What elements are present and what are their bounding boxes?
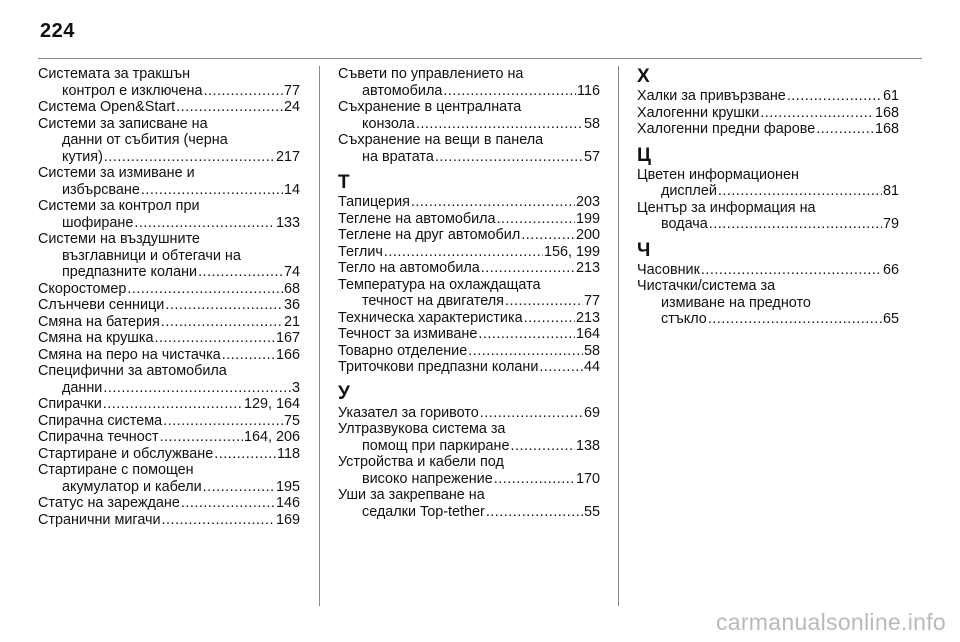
index-entry-line [338, 227, 600, 244]
index-entry [338, 211, 600, 228]
index-entry-line [38, 446, 300, 463]
index-term: Стартиране с помощен [38, 462, 194, 478]
page-reference: 21 [283, 313, 300, 330]
index-entry-line [38, 231, 300, 248]
index-term: Скоростомер [38, 280, 127, 297]
index-entry-line [38, 215, 300, 232]
dot-leader [494, 471, 575, 488]
index-entry-line [338, 487, 600, 504]
index-entry-line [338, 116, 600, 133]
index-entry-line [338, 66, 600, 83]
index-entry-line [637, 167, 899, 184]
index-entry-line [38, 132, 300, 149]
page-reference: 133 [275, 214, 300, 231]
dot-leader [443, 83, 576, 100]
index-entry [637, 121, 899, 138]
index-term: данни от събития (черна [62, 132, 228, 148]
header-rule [38, 58, 922, 59]
index-entry [338, 99, 600, 132]
dot-leader [760, 105, 874, 122]
index-entry-line [637, 262, 899, 279]
dot-leader [505, 293, 583, 310]
page-reference: 170 [575, 470, 600, 487]
index-term: Спирачна система [38, 412, 163, 429]
index-term: дисплей [661, 183, 717, 199]
dot-leader [163, 413, 283, 430]
index-entry [38, 165, 300, 198]
index-entry-line [38, 462, 300, 479]
index-entry [38, 495, 300, 512]
index-entry-line [338, 438, 600, 455]
index-entry-line [637, 216, 899, 233]
index-term: Тегло на автомобила [338, 260, 480, 276]
dot-leader [103, 380, 291, 397]
index-entry-line [338, 471, 600, 488]
dot-leader [127, 281, 283, 298]
page-reference: 168 [874, 104, 899, 121]
index-entry [38, 281, 300, 298]
index-entry [38, 99, 300, 116]
index-entry-line [637, 121, 899, 138]
page-reference: 65 [882, 311, 899, 327]
dot-leader [510, 438, 575, 455]
index-term: Товарно отделение [338, 342, 468, 359]
index-term: данни [62, 379, 103, 396]
page-reference: 77 [583, 293, 600, 309]
dot-leader [718, 183, 882, 200]
dot-leader [701, 262, 882, 279]
column-divider [319, 66, 320, 606]
index-entry-line [338, 244, 600, 261]
dot-leader [384, 244, 543, 261]
index-entry [38, 429, 300, 446]
index-entry [338, 487, 600, 520]
index-entry-line [338, 421, 600, 438]
index-term: конзола [362, 115, 415, 132]
index-term: водача [661, 216, 708, 232]
index-entry-line [38, 165, 300, 182]
index-term: Спирачки [38, 396, 102, 412]
index-entry-line [38, 198, 300, 215]
index-term: Теглене на друг автомобил [338, 227, 521, 243]
index-entry [38, 347, 300, 364]
index-entry [38, 66, 300, 99]
page-reference: 81 [882, 183, 899, 199]
page-reference: 116 [577, 82, 600, 99]
index-term: Смяна на крушка [38, 330, 154, 346]
index-term: Странични мигачи [38, 511, 161, 528]
index-entry-line [338, 343, 600, 360]
index-entry [338, 326, 600, 343]
page-reference: 217 [275, 148, 300, 165]
page-reference: 74 [283, 264, 300, 280]
index-term: Техническа характеристика [338, 309, 523, 326]
index-term: Система Open&Start [38, 99, 176, 115]
index-column-2 [338, 66, 600, 520]
dot-leader [181, 495, 275, 512]
dot-leader [486, 504, 583, 521]
index-term: Специфични за автомобила [38, 363, 227, 379]
index-entry-line [338, 326, 600, 343]
index-term: Указател за горивото [338, 404, 479, 421]
index-term: високо напрежение [362, 470, 493, 487]
index-entry-line [637, 278, 899, 295]
index-term: Системи за контрол при [38, 198, 200, 214]
index-entry-line [637, 200, 899, 217]
index-term: Системи на въздушните [38, 231, 200, 247]
dot-leader [468, 343, 583, 360]
index-entry [38, 297, 300, 314]
page-reference: 199 [575, 210, 600, 227]
dot-leader [104, 149, 275, 166]
index-entry [338, 132, 600, 165]
dot-leader [141, 182, 283, 199]
index-entry [38, 363, 300, 396]
index-entry [637, 200, 899, 233]
index-term: Съхранение на вещи в панела [338, 132, 544, 148]
page-reference: 156, 199 [543, 243, 600, 260]
page-reference: 203 [575, 194, 600, 210]
dot-leader [198, 264, 283, 281]
index-entry-line [338, 211, 600, 228]
index-entry [38, 446, 300, 463]
index-entry-line [38, 347, 300, 364]
page-reference: 69 [583, 404, 600, 421]
page-reference: 168 [874, 121, 899, 137]
page-number: 224 [40, 20, 75, 42]
index-term: Слънчеви сенници [38, 297, 165, 313]
index-entry-line [38, 248, 300, 265]
index-term: Чистачки/система за [637, 278, 776, 294]
index-term: Център за информация на [637, 199, 816, 216]
page-reference: 58 [583, 115, 600, 132]
dot-leader [709, 216, 882, 233]
dot-leader [161, 314, 283, 331]
index-entry [38, 413, 300, 430]
dot-leader [176, 99, 283, 116]
index-term: Системи за записване на [38, 115, 208, 132]
index-entry-line [338, 310, 600, 327]
index-entry [637, 262, 899, 279]
index-entry-line [38, 297, 300, 314]
section-letter: Ч [637, 239, 651, 261]
index-entry-line [637, 105, 899, 122]
page-reference: 61 [882, 88, 899, 104]
page-reference: 36 [283, 297, 300, 313]
dot-leader [204, 83, 283, 100]
index-entry [338, 244, 600, 261]
index-term: шофиране [62, 214, 134, 231]
page-reference: 3 [291, 379, 300, 396]
index-entry [38, 314, 300, 331]
index-term: Спирачна течност [38, 429, 159, 445]
watermark: carmanualsonline.info [715, 609, 946, 635]
page-reference: 164 [575, 326, 600, 342]
index-entry-line [338, 99, 600, 116]
page-reference: 24 [283, 99, 300, 115]
index-term: Смяна на батерия [38, 313, 160, 330]
page-reference: 167 [275, 330, 300, 346]
index-entry-line [38, 413, 300, 430]
index-entry-line [38, 363, 300, 380]
index-entry-line [38, 149, 300, 166]
index-entry-line [38, 182, 300, 199]
index-entry [338, 359, 600, 376]
section-letter: Х [637, 66, 650, 87]
index-term: Ултразвукова система за [338, 421, 506, 437]
page-reference: 195 [275, 478, 300, 495]
section-letter: Т [338, 172, 350, 193]
index-entry-line [338, 454, 600, 471]
index-column-1 [38, 66, 300, 528]
index-term: акумулатор и кабели [62, 478, 202, 495]
dot-leader [160, 429, 243, 446]
dot-leader [411, 194, 575, 211]
page-reference: 213 [575, 309, 600, 326]
index-term: контрол е изключена [62, 82, 203, 99]
page-reference: 14 [283, 181, 300, 198]
index-entry-line [637, 295, 899, 312]
index-term: Стартиране и обслужване [38, 445, 214, 462]
index-term: Съхранение в централната [338, 99, 522, 115]
index-entry [637, 167, 899, 200]
page-reference: 129, 164 [243, 396, 300, 412]
dot-leader [787, 88, 882, 105]
index-entry [338, 260, 600, 277]
index-term: предпазните колани [62, 264, 198, 280]
index-entry-line [38, 479, 300, 496]
index-term: течност на двигателя [362, 293, 504, 309]
index-entry [38, 330, 300, 347]
index-entry [338, 343, 600, 360]
index-term: избърсване [62, 181, 140, 198]
index-entry-line [637, 311, 899, 328]
index-entry [338, 194, 600, 211]
index-entry [338, 277, 600, 310]
index-entry-line [338, 359, 600, 376]
index-entry [38, 231, 300, 281]
index-term: Температура на охлаждащата [338, 276, 541, 293]
index-term: Халогенни крушки [637, 104, 760, 121]
index-term: Халогенни предни фарове [637, 121, 816, 137]
index-term: Уши за закрепване на [338, 487, 485, 503]
index-term: възглавници и обтегачи на [62, 247, 241, 264]
dot-leader [480, 405, 583, 422]
page-reference: 66 [882, 261, 899, 278]
index-entry [338, 454, 600, 487]
index-term: кутия) [62, 148, 103, 165]
column-divider [618, 66, 619, 606]
index-entry [338, 310, 600, 327]
dot-leader [162, 512, 275, 529]
index-term: на вратата [362, 148, 434, 165]
page-reference: 79 [882, 216, 899, 232]
index-entry-line [38, 314, 300, 331]
index-entry [338, 405, 600, 422]
index-term: Течност за измиване [338, 326, 478, 342]
index-entry-line [338, 260, 600, 277]
index-entry-line [338, 83, 600, 100]
index-entry-line [38, 66, 300, 83]
page-reference: 138 [575, 437, 600, 454]
section-letter: Ц [637, 144, 651, 166]
index-term: Смяна на перо на чистачка [38, 346, 221, 363]
page-reference: 164, 206 [243, 429, 300, 445]
index-entry [38, 396, 300, 413]
page-reference: 213 [575, 260, 600, 276]
dot-leader [165, 297, 283, 314]
index-entry-line [38, 495, 300, 512]
index-entry-line [38, 330, 300, 347]
page-reference: 44 [583, 359, 600, 375]
dot-leader [222, 347, 275, 364]
index-term: Системи за измиване и [38, 165, 195, 181]
index-term: Часовник [637, 261, 700, 278]
dot-leader [214, 446, 276, 463]
index-term: Системата за тракшън [38, 66, 191, 82]
index-term: Цветен информационен [637, 166, 799, 183]
dot-leader [816, 121, 874, 138]
index-column-3 [637, 66, 899, 328]
dot-leader [435, 149, 583, 166]
page-reference: 75 [283, 412, 300, 429]
index-entry [338, 66, 600, 99]
index-entry-line [338, 194, 600, 211]
index-entry-line [38, 429, 300, 446]
index-term: седалки Top-tether [362, 503, 485, 520]
index-entry-line [38, 380, 300, 397]
index-entry [637, 88, 899, 105]
page-reference: 68 [283, 280, 300, 297]
index-entry-line [637, 183, 899, 200]
page-reference: 200 [575, 227, 600, 243]
dot-leader [497, 211, 575, 228]
index-entry-line [38, 116, 300, 133]
page-reference: 57 [583, 148, 600, 165]
index-entry [637, 105, 899, 122]
index-term: Тапицерия [338, 194, 410, 210]
page-reference: 169 [275, 511, 300, 528]
index-entry-line [338, 293, 600, 310]
index-entry-line [38, 264, 300, 281]
dot-leader [521, 227, 575, 244]
index-entry-line [38, 396, 300, 413]
index-entry [38, 512, 300, 529]
index-entry-line [338, 149, 600, 166]
index-entry-line [338, 504, 600, 521]
page-reference: 77 [283, 82, 300, 99]
dot-leader [478, 326, 575, 343]
dot-leader [539, 359, 583, 376]
dot-leader [524, 310, 575, 327]
index-entry-line [338, 132, 600, 149]
page-reference: 55 [583, 503, 600, 520]
page-reference: 146 [275, 495, 300, 511]
index-term: Теглич [338, 243, 383, 260]
index-term: Триточкови предпазни колани [338, 359, 539, 375]
index-term: стъкло [661, 311, 707, 327]
index-entry [637, 278, 899, 328]
page-reference: 166 [275, 346, 300, 363]
index-entry-line [338, 405, 600, 422]
section-letter: У [338, 382, 350, 404]
index-entry [338, 227, 600, 244]
index-term: Теглене на автомобила [338, 210, 496, 227]
index-term: помощ при паркиране [362, 437, 510, 454]
dot-leader [134, 215, 275, 232]
index-entry-line [338, 277, 600, 294]
index-term: Статус на зареждане [38, 495, 180, 511]
index-term: измиване на предното [661, 294, 811, 311]
dot-leader [416, 116, 583, 133]
index-entry-line [38, 83, 300, 100]
index-entry-line [38, 281, 300, 298]
dot-leader [481, 260, 575, 277]
index-term: Устройства и кабели под [338, 454, 504, 470]
index-term: Съвети по управлението на [338, 66, 524, 82]
page-reference: 58 [583, 342, 600, 359]
index-entry [338, 421, 600, 454]
dot-leader [708, 311, 882, 328]
index-entry [38, 116, 300, 166]
dot-leader [154, 330, 275, 347]
index-entry-line [38, 99, 300, 116]
dot-leader [103, 396, 243, 413]
index-entry-line [637, 88, 899, 105]
index-entry-line [38, 512, 300, 529]
dot-leader [203, 479, 275, 496]
index-term: Халки за привързване [637, 88, 786, 104]
page-reference: 118 [277, 445, 300, 462]
index-entry [38, 198, 300, 231]
index-term: автомобила [362, 82, 443, 99]
index-entry [38, 462, 300, 495]
